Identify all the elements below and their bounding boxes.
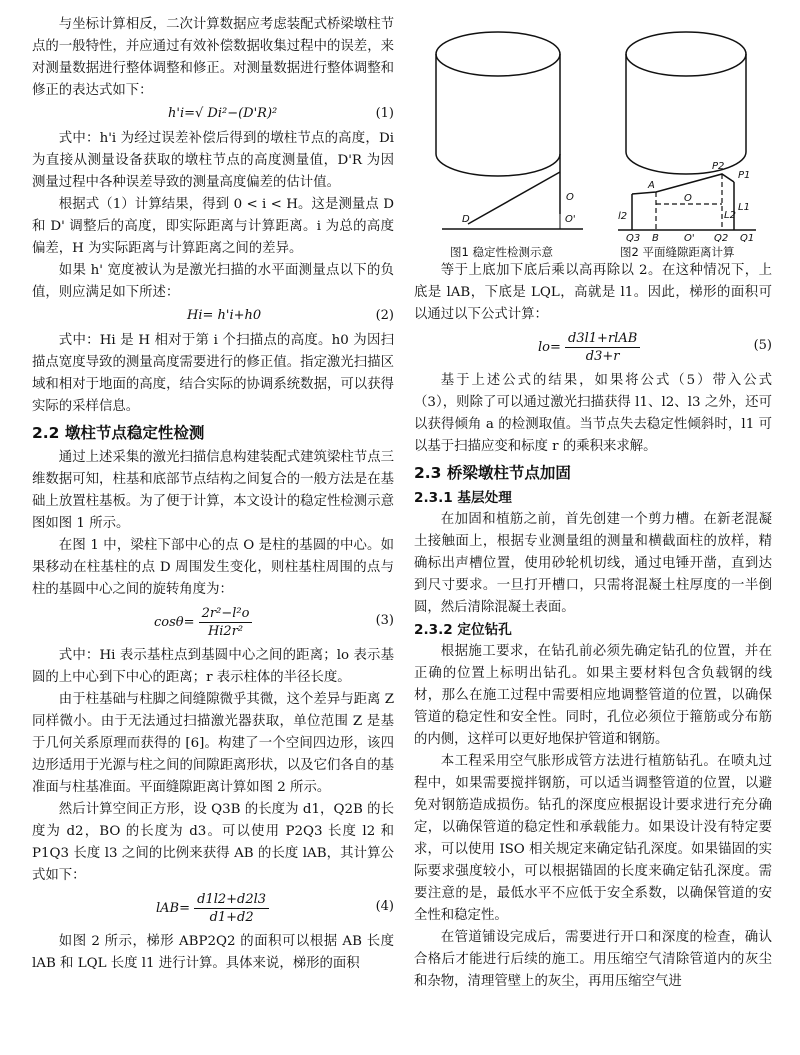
paragraph: 式中：h'i 为经过误差补偿后得到的墩柱节点的高度，Di 为直接从测量设备获取的墩柱节点的高度测量值，D'R 为因测量过程中各种误差导致的测量高度偏差的估计值。 bbox=[32, 131, 394, 190]
fraction-denominator: d1+d2 bbox=[209, 910, 254, 925]
paragraph: 式中：Hi 是 H 相对于第 i 个扫描点的高度。h0 为因扫描点宽度导致的测量高度需要进行的修正值。指定激光扫描区域和相对于地面的高度，结合实际的协调系统数据，可以获得实际的采样信息。 bbox=[32, 333, 394, 414]
label-p1: P1 bbox=[738, 170, 751, 181]
label-d: D bbox=[462, 214, 470, 225]
label-l1: L1 bbox=[738, 202, 750, 213]
equation-expression: h'i=√ Di²−(D'R)² bbox=[168, 106, 278, 121]
fraction bbox=[194, 891, 269, 926]
equation-number: (4) bbox=[375, 899, 394, 914]
label-o: O bbox=[566, 192, 574, 203]
fraction-numerator: d3l1+rlAB bbox=[565, 330, 640, 348]
equation-lhs: lo= bbox=[538, 340, 561, 355]
equation-lhs: lAB= bbox=[156, 901, 190, 916]
label-o-prime: O' bbox=[565, 214, 576, 225]
label-b: B bbox=[652, 233, 659, 242]
equation-5 bbox=[414, 326, 772, 370]
paragraph: 由于柱基础与柱脚之间缝隙微乎其微，这个差异与距离 Z 同样微小。由于无法通过扫描激光器获取，单位范围 Z 是基于几何关系原理而获得的 [6]。构建了一个空间四边形，该四边形适用于光源与柱之间的间隙距离形状，以及它们各自的基准面与柱基准面。平面缝隙距离计算如图 2 所示。 bbox=[32, 692, 394, 795]
paragraph: 在图 1 中，梁柱下部中心的点 O 是柱的基圆的中心。如果移动在柱基柱的点 D 周围发生变化，则柱基柱周围的点与柱的基圆中心之间的旋转角度为： bbox=[32, 538, 394, 597]
equation-lhs: cosθ= bbox=[154, 615, 195, 630]
paragraph: 在管道铺设完成后，需要进行开口和深度的检查，确认合格后才能进行后续的施工。用压缩空气清除管道内的灰尘和杂物，清理管壁上的灰尘，再用压缩空气进 bbox=[414, 930, 772, 989]
paragraph: 基于上述公式的结果，如果将公式（5）带入公式（3），则除了可以通过激光扫描获得 l1、l2、l3 之外，还可以获得倾角 a 的检测取值。当节点失去稳定性倾斜时，l1 可以基于扫描应变和标度 r 的乘积来求解。 bbox=[414, 373, 772, 454]
fraction-denominator: Hi2r² bbox=[207, 624, 244, 639]
equation-number: (2) bbox=[375, 308, 394, 323]
label-q3: Q3 bbox=[626, 233, 641, 242]
right-column bbox=[414, 14, 772, 993]
figure-2-caption: 图2 平面缝隙距离计算 bbox=[620, 245, 735, 259]
figures-area bbox=[414, 14, 772, 260]
paragraph: 通过上述采集的激光扫描信息构建装配式建筑梁柱节点三维数据可知，柱基和底部节点结构之间复合的一般方法是在基础上放置柱基板。为了便于计算，本文设计的稳定性检测示意图如图 1 所示。 bbox=[32, 450, 394, 531]
equation-4 bbox=[32, 887, 394, 931]
label-q1: Q1 bbox=[740, 233, 755, 242]
left-column bbox=[32, 14, 394, 975]
paragraph: 根据施工要求，在钻孔前必须先确定钻孔的位置，并在正确的位置上标明出钻孔。如果主要材料包含负载钢的线材，那么在施工过程中需要相应地调整管道的位置，以确保管道的稳定性和安全性。同时，孔位必须位于箍筋或分布筋的内侧，这样可以更好地保护管道和钢筋。 bbox=[414, 644, 772, 747]
section-heading: 2.3 桥梁墩柱节点加固 bbox=[414, 464, 571, 482]
figure-1-caption: 图1 稳定性检测示意 bbox=[450, 245, 553, 259]
label-p2: P2 bbox=[712, 161, 725, 172]
equation-number: (3) bbox=[375, 613, 394, 628]
paragraph: 根据式（1）计算结果，得到 0 < i < H。这是测量点 D 和 D' 调整后的高度，即实际距离与计算距离。i 为总的高度偏差，H 为实际距离与计算距离之间的差异。 bbox=[32, 197, 394, 256]
label-l2-lower: l2 bbox=[618, 211, 628, 222]
paragraph: 如图 2 所示，梯形 ABP2Q2 的面积可以根据 AB 长度 lAB 和 LQL 长度 l1 进行计算。具体来说，梯形的面积 bbox=[32, 934, 394, 971]
subsection-heading: 2.3.2 定位钻孔 bbox=[414, 622, 512, 638]
paragraph: 在加固和植筋之前，首先创建一个剪力槽。在新老混凝土接触面上，根据专业测量组的测量和横截面柱的放样，精确标出声槽位置，使用砂轮机切线，通过电锤开凿，直到达到尺寸要求。一旦打开槽口，只需将混凝土柱厚度的一半倒圆，然后清除混凝土表面。 bbox=[414, 512, 772, 615]
label-o-prime: O' bbox=[684, 233, 695, 242]
fraction bbox=[565, 330, 640, 365]
paragraph: 与坐标计算相反，二次计算数据应考虑装配式桥梁墩柱节点的一般特性，并应通过有效补偿数据收集过程中的误差，来对测量数据进行整体调整和修正。对测量数据进行整体调整和修正的表达式如下： bbox=[32, 17, 394, 98]
paragraph: 然后计算空间正方形，设 Q3B 的长度为 d1，Q2B 的长度为 d2，BO 的长度为 d3。可以使用 P2Q3 长度 l2 和 P1Q3 长度 l3 之间的比例来获得 AB 的长度 lAB，其计算公式如下： bbox=[32, 802, 394, 883]
fraction bbox=[199, 605, 253, 640]
fraction-numerator: d1l2+d2l3 bbox=[194, 891, 269, 909]
paragraph: 如果 h' 宽度被认为是激光扫描的水平面测量点以下的负值，则应满足如下所述： bbox=[32, 263, 394, 300]
section-heading: 2.2 墩柱节点稳定性检测 bbox=[32, 424, 205, 442]
label-a: A bbox=[648, 180, 655, 191]
equation-1 bbox=[32, 102, 394, 128]
label-q2: Q2 bbox=[714, 233, 729, 242]
fraction-numerator: 2r²−l²o bbox=[199, 605, 253, 623]
label-o: O bbox=[684, 193, 692, 204]
subsection-heading: 2.3.1 基层处理 bbox=[414, 490, 512, 506]
equation-3 bbox=[32, 601, 394, 645]
equation-number: (1) bbox=[375, 106, 394, 121]
equation-expression: Hi= h'i+h0 bbox=[187, 308, 262, 323]
paragraph: 式中：Hi 表示基柱点到基圆中心之间的距离；lo 表示基圆的上中心到下中心的距离；r 表示柱体的半径长度。 bbox=[32, 648, 394, 685]
figure-2-gap-distance-diagram bbox=[604, 14, 772, 242]
paragraph: 本工程采用空气胀形成管方法进行植筋钻孔。在喷丸过程中，如果需要搅拌钢筋，可以适当调整管道的位置，以避免对钢筋造成损伤。钻孔的深度应根据设计要求进行充分确定，以确保管道的稳定性和承载能力。如果设计没有特定要求，可以使用 ISO 相关规定来确定钻孔深度。如果锚固的实际要求强度较小，可以根据锚固的长度来确定钻孔深度。需要注意的是，最低水平不应低于安全系数，以确保管道的安全性和稳定性。 bbox=[414, 754, 772, 923]
label-l2-upper: L2 bbox=[724, 210, 736, 221]
fraction-denominator: d3+r bbox=[585, 349, 620, 364]
equation-2 bbox=[32, 304, 394, 330]
equation-number: (5) bbox=[753, 338, 772, 353]
figure-1-stability-diagram bbox=[428, 14, 598, 242]
paragraph: 等于上底加下底后乘以高再除以 2。在这种情况下，上底是 lAB，下底是 LQL，高就是 l1。因此，梯形的面积可以通过以下公式计算： bbox=[414, 263, 772, 322]
